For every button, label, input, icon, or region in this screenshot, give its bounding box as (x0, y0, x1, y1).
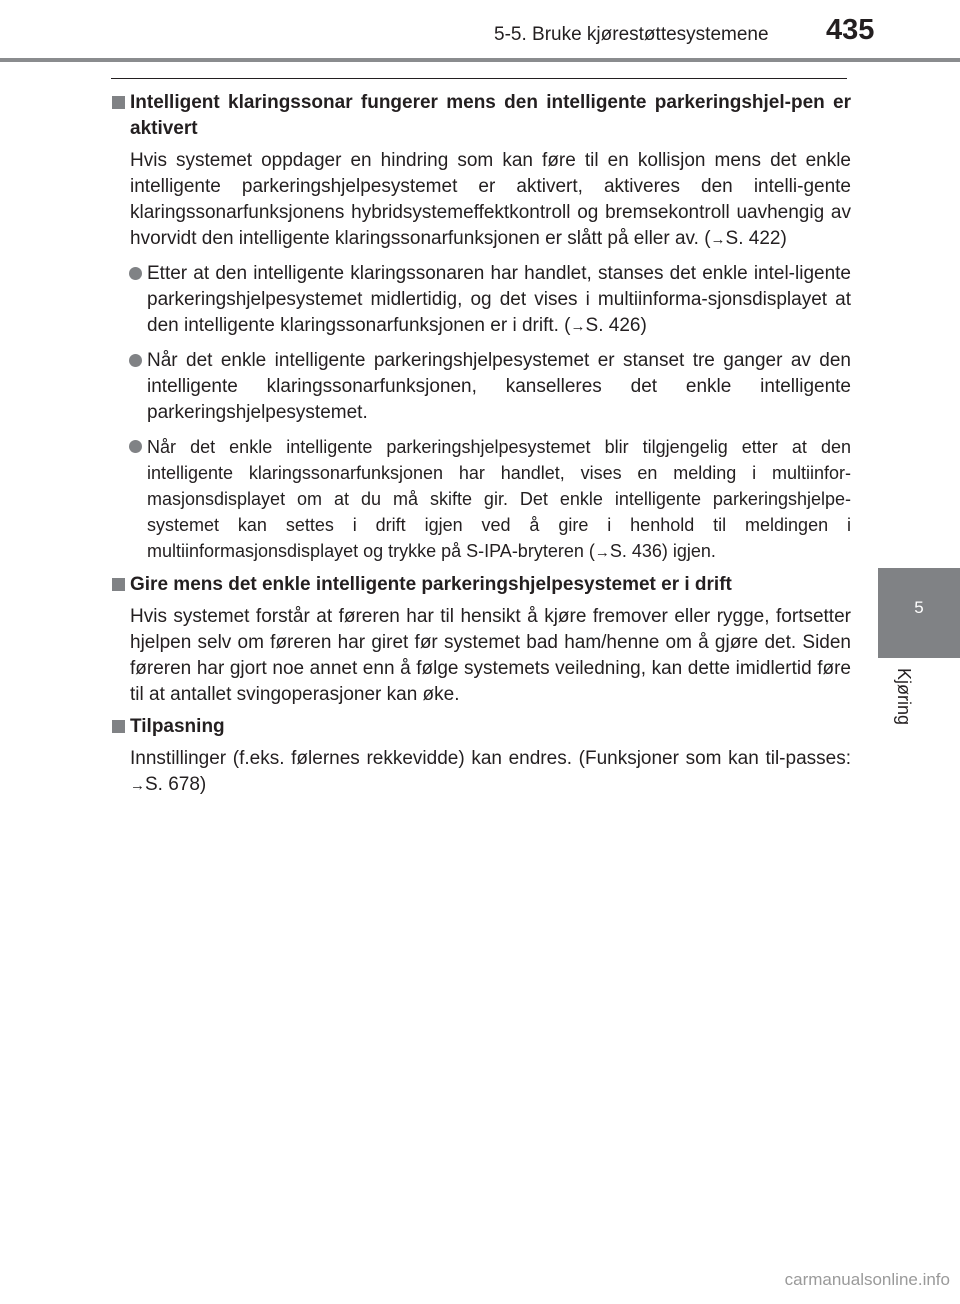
header-rule (0, 58, 960, 62)
section-body (111, 604, 851, 708)
list-item-text: Når det enkle intelligente parkeringshjelpesystemet er stanset tre ganger av den intelligente klaringssonarfunksjonen, kanselleres det enkle intelligente parkeringshjelpesystemet. (147, 350, 851, 423)
arrow-icon: → (710, 231, 726, 248)
section-heading (111, 572, 851, 598)
body-text: Hvis systemet forstår at føreren har til hensikt å kjøre fremover eller rygge, fortsetter hjelpen selv om føreren har giret før systemet bad ham/henne om å gjøre det. Siden føreren har gjort noe annet enn å følge systemets veiledning, kan dette imidlertid føre til at antallet svingoperasjoner kan øke. (130, 606, 851, 705)
page-reference-text: S. 422) (725, 228, 787, 249)
list-item (111, 261, 851, 340)
section-body (111, 746, 851, 799)
page-reference-text: S. 426) (585, 315, 647, 336)
list-item-text: Etter at den intelligente klaringssonaren har handlet, stanses det enkle intel-ligente parkeringshjelpesystemet midlertidig, og det vises i multiinforma-sjonsdisplayet at den intelligente klaringssonarfunksjonen er i drift. ( (147, 263, 851, 336)
square-bullet-icon (112, 96, 125, 109)
arrow-icon: → (570, 318, 586, 335)
watermark: carmanualsonline.info (784, 1270, 950, 1289)
section-heading-text: Gire mens det enkle intelligente parkeringshjelpesystemet er i drift (130, 574, 732, 595)
page-reference-link[interactable] (595, 541, 668, 561)
body-text: Hvis systemet oppdager en hindring som kan føre til en kollisjon mens det enkle intelligente parkeringshjelpesystemet er aktivert, aktiveres den intelli-gente klaringssonarfunksjonens hybridsystemeffektkontroll og bremsekontroll uavhengig av hvorvidt den intelligente klaringssonarfunksjonen er slått på eller av. ( (130, 150, 851, 249)
section-heading-text: Tilpasning (130, 716, 225, 737)
section-body (111, 148, 851, 253)
page-reference-link[interactable] (130, 774, 206, 795)
page-reference-link[interactable] (571, 315, 647, 336)
chapter-label: Kjøring (894, 668, 914, 726)
page-reference-link[interactable] (711, 228, 787, 249)
square-bullet-icon (112, 720, 125, 733)
chapter-label-container (894, 668, 926, 738)
page-reference-text: S. 678) (145, 774, 207, 795)
body-text: Innstillinger (f.eks. følernes rekkevidde) kan endres. (Funksjoner som kan til-passes: (130, 748, 851, 769)
arrow-icon: → (594, 544, 610, 561)
list-item (111, 434, 851, 566)
page-number: 435 (826, 14, 875, 46)
section-heading (111, 714, 851, 740)
section-heading (111, 90, 851, 142)
round-bullet-icon (129, 440, 142, 453)
round-bullet-icon (129, 354, 142, 367)
list-item (111, 348, 851, 426)
content-top-rule (111, 78, 847, 79)
page-reference-text: S. 436) (609, 541, 668, 561)
section-heading-text: Intelligent klaringssonar fungerer mens den intelligente parkeringshjel-pen er aktivert (130, 92, 851, 139)
section-intelligent-clearance-sonar (111, 90, 851, 566)
list-item-text: Når det enkle intelligente parkeringshjelpesystemet blir tilgjengelig etter at den intelligente klaringssonarfunksjonen har handlet, vises en melding i multiinfor-masjonsdisplayet om at du må skifte gir. Det enkle intelligente parkeringshjelpe-systemet kan settes i drift igjen ved å gire i henhold til meldingen i multiinformasjonsdisplayet og trykke på S-IPA-bryteren ( (147, 437, 851, 561)
chapter-tab (878, 568, 960, 658)
section-shifting-during-operation (111, 572, 851, 708)
page-content (111, 90, 851, 805)
chapter-number: 5 (914, 598, 924, 617)
list-item-text-tail: igjen. (667, 541, 716, 561)
section-customization (111, 714, 851, 799)
round-bullet-icon (129, 267, 142, 280)
square-bullet-icon (112, 578, 125, 591)
section-title: 5-5. Bruke kjørestøttesystemene (494, 24, 769, 45)
arrow-icon: → (130, 777, 145, 794)
